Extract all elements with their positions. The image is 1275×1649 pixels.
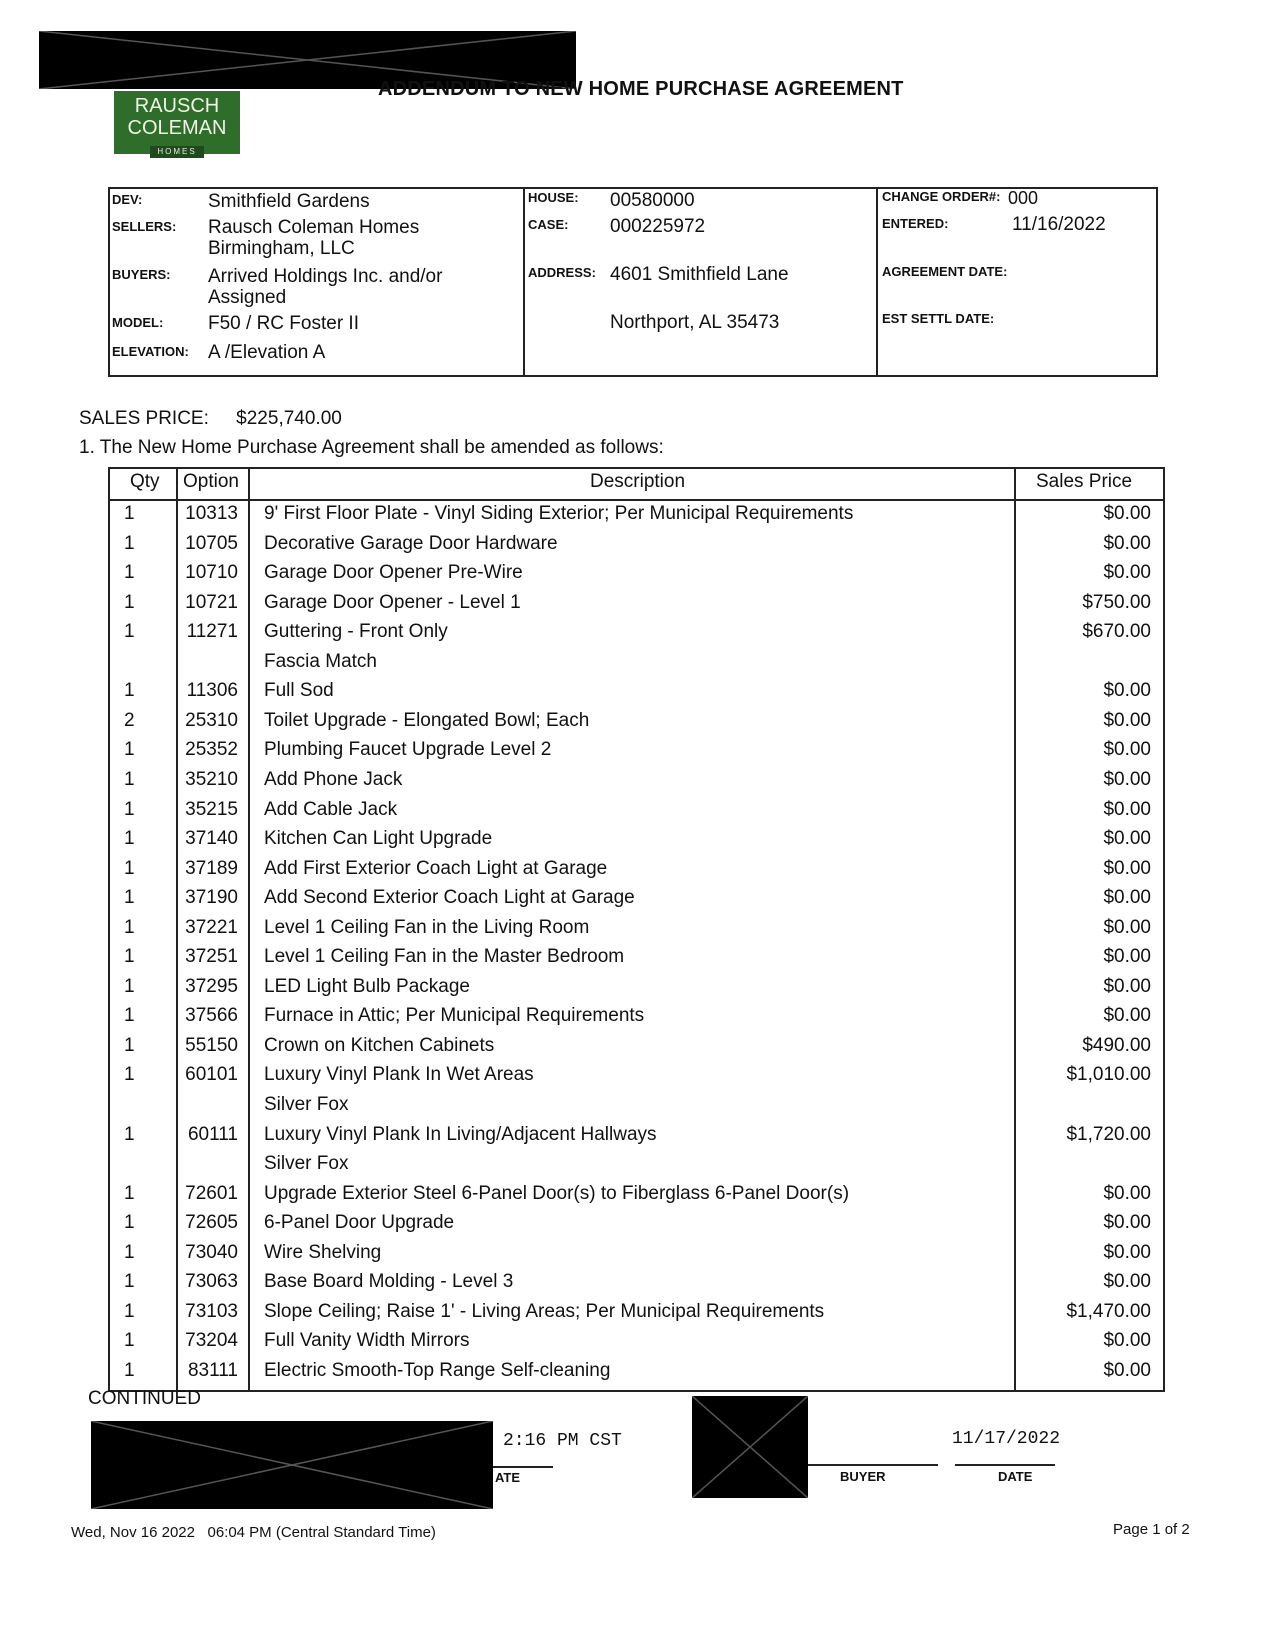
row-description: Crown on Kitchen Cabinets <box>264 1034 495 1056</box>
row-qty: 1 <box>124 1359 135 1381</box>
row-option: 37251 <box>185 946 238 968</box>
document-title: ADDENDUM TO NEW HOME PURCHASE AGREEMENT <box>378 78 904 100</box>
row-description: Level 1 Ceiling Fan in the Living Room <box>264 916 590 938</box>
buyers-value-line1: Arrived Holdings Inc. and/or <box>208 266 443 287</box>
row-qty: 1 <box>124 1330 135 1352</box>
row-qty: 1 <box>124 621 135 643</box>
entered-label: ENTERED: <box>882 216 949 231</box>
case-value: 000225972 <box>610 216 706 237</box>
row-price: $0.00 <box>1103 1359 1151 1381</box>
row-qty: 1 <box>124 680 135 702</box>
row-description: Upgrade Exterior Steel 6-Panel Door(s) to Fiberglass 6-Panel Door(s) <box>264 1182 850 1204</box>
table-row <box>110 1064 1163 1094</box>
sellers-value-line2: Birmingham, LLC <box>208 238 355 259</box>
row-option: 35210 <box>185 768 238 790</box>
table-row <box>110 1242 1163 1272</box>
table-row <box>110 799 1163 829</box>
sales-price-line <box>79 408 342 430</box>
row-price: $0.00 <box>1103 562 1151 584</box>
sales-price-value: $225,740.00 <box>236 408 342 429</box>
row-option: 37190 <box>185 887 238 909</box>
row-qty: 1 <box>124 1271 135 1293</box>
row-option: 37189 <box>185 857 238 879</box>
footer-page-number: Page 1 of 2 <box>1113 1521 1190 1538</box>
dev-label: DEV: <box>112 192 143 207</box>
row-price: $0.00 <box>1103 1182 1151 1204</box>
redaction-box-buyer-signature <box>692 1396 808 1498</box>
row-qty: 1 <box>124 798 135 820</box>
row-description: Garage Door Opener - Level 1 <box>264 591 521 613</box>
row-option: 25310 <box>185 709 238 731</box>
row-qty: 1 <box>124 887 135 909</box>
row-qty: 1 <box>124 916 135 938</box>
header-info-box <box>108 187 1158 377</box>
row-option: 60111 <box>187 1123 238 1145</box>
header-description: Description <box>590 471 686 492</box>
row-description: Silver Fox <box>264 1153 349 1175</box>
change-order-value: 000 <box>1008 188 1039 208</box>
case-label: CASE: <box>528 217 569 232</box>
row-description: Decorative Garage Door Hardware <box>264 532 558 554</box>
row-qty: 1 <box>124 1241 135 1263</box>
row-price: $0.00 <box>1103 1005 1151 1027</box>
row-qty: 1 <box>124 1123 135 1145</box>
table-row <box>110 739 1163 769</box>
row-description: Base Board Molding - Level 3 <box>264 1271 514 1293</box>
row-price: $0.00 <box>1103 503 1151 524</box>
row-description: Guttering - Front Only <box>264 621 448 643</box>
footer-timestamp: Wed, Nov 16 2022 06:04 PM (Central Standard Time) <box>71 1524 436 1541</box>
row-price: $0.00 <box>1103 857 1151 879</box>
row-price: $0.00 <box>1103 828 1151 850</box>
table-row <box>110 946 1163 976</box>
table-row <box>110 1094 1163 1124</box>
row-option: 37295 <box>185 975 238 997</box>
buyers-label: BUYERS: <box>112 267 171 282</box>
header-option: Option <box>183 471 239 492</box>
table-row <box>110 1005 1163 1035</box>
row-option: 73063 <box>185 1271 238 1293</box>
row-qty: 2 <box>124 709 135 731</box>
header-sales-price: Sales Price <box>1036 471 1133 492</box>
row-description: Furnace in Attic; Per Municipal Requirements <box>264 1005 645 1027</box>
house-value: 00580000 <box>610 190 695 211</box>
row-description: 6-Panel Door Upgrade <box>264 1212 455 1234</box>
row-price: $0.00 <box>1103 680 1151 702</box>
model-value: F50 / RC Foster II <box>208 313 359 334</box>
table-row <box>110 1271 1163 1301</box>
row-option: 10710 <box>185 562 238 584</box>
amend-statement: 1. The New Home Purchase Agreement shall be amended as follows: <box>79 437 664 458</box>
date-label-left: ATE <box>495 1470 521 1485</box>
row-price: $0.00 <box>1103 946 1151 968</box>
row-qty: 1 <box>124 591 135 613</box>
sellers-value-line1: Rausch Coleman Homes <box>208 217 420 238</box>
row-option: 73040 <box>185 1241 238 1263</box>
redaction-box-signature <box>91 1421 493 1509</box>
row-description: Add Cable Jack <box>264 798 398 820</box>
table-row <box>110 1301 1163 1331</box>
row-price: $0.00 <box>1103 1241 1151 1263</box>
row-description: LED Light Bulb Package <box>264 975 470 997</box>
row-price: $0.00 <box>1103 1330 1151 1352</box>
buyer-signature-date: 11/17/2022 <box>952 1429 1061 1449</box>
row-qty: 1 <box>124 828 135 850</box>
address-value-line2: Northport, AL 35473 <box>610 312 780 333</box>
row-option: 10705 <box>185 532 238 554</box>
table-row <box>110 1330 1163 1360</box>
row-qty: 1 <box>124 1034 135 1056</box>
row-description: Wire Shelving <box>264 1241 382 1263</box>
row-description: Luxury Vinyl Plank In Wet Areas <box>264 1064 534 1086</box>
row-qty: 1 <box>124 1212 135 1234</box>
table-row <box>110 887 1163 917</box>
row-price: $1,720.00 <box>1066 1123 1151 1145</box>
row-price: $0.00 <box>1103 975 1151 997</box>
row-option: 10313 <box>185 503 238 524</box>
row-qty: 1 <box>124 503 135 524</box>
row-description: Plumbing Faucet Upgrade Level 2 <box>264 739 552 761</box>
table-row <box>110 917 1163 947</box>
row-description: Add First Exterior Coach Light at Garage <box>264 857 608 879</box>
row-description: Fascia Match <box>264 650 377 672</box>
table-row <box>110 976 1163 1006</box>
row-price: $0.00 <box>1103 887 1151 909</box>
options-table <box>108 467 1165 1392</box>
row-price: $670.00 <box>1082 621 1151 643</box>
row-qty: 1 <box>124 975 135 997</box>
row-description: 9' First Floor Plate - Vinyl Siding Exterior; Per Municipal Requirements <box>264 503 854 524</box>
row-qty: 1 <box>124 1064 135 1086</box>
model-label: MODEL: <box>112 315 164 330</box>
table-row <box>110 621 1163 651</box>
row-qty: 1 <box>124 1182 135 1204</box>
row-price: $0.00 <box>1103 739 1151 761</box>
row-description: Kitchen Can Light Upgrade <box>264 828 493 850</box>
agreement-date-label: AGREEMENT DATE: <box>882 264 1008 279</box>
table-row <box>110 592 1163 622</box>
table-row <box>110 1035 1163 1065</box>
row-price: $1,010.00 <box>1066 1064 1151 1086</box>
row-description: Garage Door Opener Pre-Wire <box>264 562 523 584</box>
house-label: HOUSE: <box>528 190 579 205</box>
table-row <box>110 1153 1163 1183</box>
address-label: ADDRESS: <box>528 265 596 280</box>
row-qty: 1 <box>124 532 135 554</box>
signature-time-stamp: 2:16 PM CST <box>503 1431 622 1451</box>
row-description: Toilet Upgrade - Elongated Bowl; Each <box>264 709 590 731</box>
row-option: 73204 <box>185 1330 238 1352</box>
table-row <box>110 1124 1163 1154</box>
row-price: $0.00 <box>1103 709 1151 731</box>
row-option: 60101 <box>185 1064 238 1086</box>
company-logo: RAUSCH COLEMAN HOMES <box>114 91 240 154</box>
row-qty: 1 <box>124 857 135 879</box>
row-option: 37221 <box>185 916 238 938</box>
sales-price-label: SALES PRICE: <box>79 408 209 429</box>
row-description: Level 1 Ceiling Fan in the Master Bedroom <box>264 946 625 968</box>
continued-text: CONTINUED <box>88 1388 201 1409</box>
row-price: $490.00 <box>1082 1034 1151 1056</box>
row-qty: 1 <box>124 1005 135 1027</box>
table-row <box>110 651 1163 681</box>
buyer-label: BUYER <box>840 1469 886 1484</box>
row-option: 35215 <box>185 798 238 820</box>
entered-value: 11/16/2022 <box>1012 214 1106 235</box>
est-settl-date-label: EST SETTL DATE: <box>882 311 995 326</box>
address-value-line1: 4601 Smithfield Lane <box>610 264 789 285</box>
row-qty: 1 <box>124 739 135 761</box>
table-row <box>110 562 1163 592</box>
row-description: Luxury Vinyl Plank In Living/Adjacent Hallways <box>264 1123 657 1145</box>
table-row <box>110 710 1163 740</box>
row-option: 37566 <box>185 1005 238 1027</box>
row-option: 73103 <box>185 1300 238 1322</box>
row-description: Silver Fox <box>264 1094 349 1115</box>
row-description: Slope Ceiling; Raise 1' - Living Areas; Per Municipal Requirements <box>264 1300 825 1322</box>
table-row <box>110 769 1163 799</box>
row-option: 72601 <box>185 1182 238 1204</box>
sellers-label: SELLERS: <box>112 219 177 234</box>
table-row <box>110 1360 1163 1390</box>
row-price: $0.00 <box>1103 916 1151 938</box>
row-price: $1,470.00 <box>1066 1300 1151 1322</box>
row-qty: 1 <box>124 946 135 968</box>
row-option: 11271 <box>186 621 238 643</box>
table-row <box>110 533 1163 563</box>
row-price: $750.00 <box>1082 591 1151 613</box>
row-price: $0.00 <box>1103 798 1151 820</box>
row-option: 72605 <box>185 1212 238 1234</box>
table-row <box>110 1212 1163 1242</box>
elevation-value: A /Elevation A <box>208 342 326 363</box>
row-price: $0.00 <box>1103 1271 1151 1293</box>
table-row <box>110 828 1163 858</box>
row-description: Full Sod <box>264 680 334 702</box>
buyers-value-line2: Assigned <box>208 287 287 308</box>
row-qty: 1 <box>124 768 135 790</box>
table-row <box>110 503 1163 533</box>
dev-value: Smithfield Gardens <box>208 191 370 212</box>
row-option: 10721 <box>185 591 238 613</box>
row-qty: 1 <box>124 562 135 584</box>
row-option: 55150 <box>185 1034 238 1056</box>
row-price: $0.00 <box>1103 532 1151 554</box>
change-order-label: CHANGE ORDER#: <box>882 189 1001 204</box>
row-description: Electric Smooth-Top Range Self-cleaning <box>264 1359 611 1381</box>
elevation-label: ELEVATION: <box>112 344 189 359</box>
date-label: DATE <box>998 1469 1033 1484</box>
table-row <box>110 680 1163 710</box>
row-option: 83111 <box>187 1359 238 1381</box>
row-price: $0.00 <box>1103 768 1151 790</box>
row-price: $0.00 <box>1103 1212 1151 1234</box>
row-option: 11306 <box>186 680 238 702</box>
row-description: Full Vanity Width Mirrors <box>264 1330 470 1352</box>
row-description: Add Phone Jack <box>264 768 403 790</box>
row-option: 37140 <box>185 828 238 850</box>
row-option: 25352 <box>185 739 238 761</box>
header-qty: Qty <box>130 471 160 492</box>
row-qty: 1 <box>124 1300 135 1322</box>
table-row <box>110 1183 1163 1213</box>
table-row <box>110 858 1163 888</box>
row-description: Add Second Exterior Coach Light at Garage <box>264 887 635 909</box>
